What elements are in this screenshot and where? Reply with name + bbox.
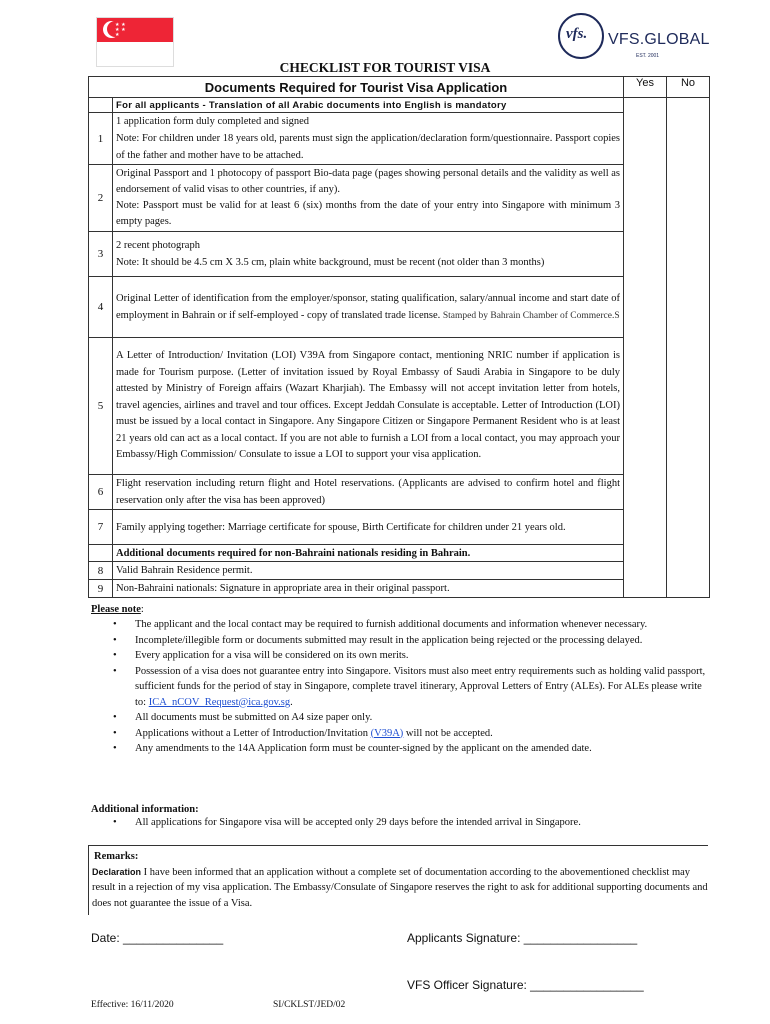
table-row: 6 Flight reservation including return flight and Hotel reservations. (Applicants are advised to confirm hotel and flight reservation only after the visa has been approved) [89,475,710,510]
table-row: 5 A Letter of Introduction/ Invitation (LOI) V39A from Singapore contact, mentioning NRIC number if application is made for Tourism purpose. (Letter of invitation issued by Royal Embassy of Saudi Arabia in Singapore to be duly attested by Ministry of Foreign affairs (Wazart Kharjiah). The Embassy will not accept invitation letter from hotels, travel agencies, airlines and travel and tour offices. Except Jeddah Consulate is acceptable. Letter of Introduction (LOI) must be issued by a local contact in Singapore. Any Singapore Citizen or Singapore Permanent Resident who is at least 21 years old can act as a local contact. If you are not able to furnish a LOI from a local contact, you may approach your Embassy/High Commission/ Consulate to issue a LOI to support your visa application. [89,338,710,475]
list-item: • Every application for a visa will be considered on its own merits. [113,650,409,661]
date-field[interactable]: Date: _______________ [91,931,224,945]
stamp-note: Stamped by Bahrain Chamber of Commerce.S [442,310,620,321]
subheading-non-bahraini: Additional documents required for non-Bahraini nationals residing in Bahrain. [113,545,624,562]
vfs-est-text: EST. 2001 [636,53,660,59]
column-no: No [667,77,710,98]
vfs-global-logo [556,13,710,63]
vfs-brand-text: VFS.GLOBAL [608,31,710,48]
document-code: SI/CKLST/JED/02 [273,1000,346,1010]
please-note-section: Please note: • The applicant and the local contact may be required to furnish additional documents and information whenever necessary. • Incomplete/illegible form or documents submitted may result in the application being rejected or the processing delayed. • Every application for a visa will be considered on its own merits. • Possession of a visa does not guarantee entry into Singapore. Visitors must also meet entry requirements such as holding valid passport, sufficient funds for the period of stay in Singapore, complete travel itinerary, Approval Letters of Entry (ALEs). For ALEs please write to: ICA_nCOV_Request@ica.gov.sg. • All documents must be submitted on A4 size paper only. • Applications without a Letter of Introduction/Invitation (V39A) will not be accepted. • Any amendments to the 14A Application form must be counter-signed by the applicant on the amended date. [91,604,711,757]
vfs-mark: vfs. [566,26,588,42]
checklist-table [88,76,710,598]
no-column-cell[interactable] [667,98,710,598]
table-row: 4 Original Letter of identification from the employer/sponsor, stating qualification, salary/annual income and start date of employment in Bahrain or if self-employed - copy of translated trade license. Stamped by Bahrain Chamber of Commerce.S [89,277,710,338]
list-item: • All applications for Singapore visa will be accepted only 29 days before the intended arrival in Singapore. [113,817,581,828]
table-row: 1 1 application form duly completed and signed Note: For children under 18 years old, parents must sign the application/declaration form/questionnaire. Passport copies of the father and mother have to be attached. [89,113,710,165]
applicant-signature-field[interactable]: Applicants Signature: _________________ [407,931,638,945]
additional-information-heading: Additional information: [91,804,199,815]
table-row: 7 Family applying together: Marriage certificate for spouse, Birth Certificate for children under 21 years old. [89,510,710,545]
list-item: • All documents must be submitted on A4 size paper only. [113,712,373,723]
additional-information-section [91,804,711,831]
please-note-heading: Please note [91,604,141,615]
list-item: • The applicant and the local contact may be required to furnish additional documents and information whenever necessary. [113,619,648,630]
table-row: 3 2 recent photograph Note: It should be 4.5 cm X 3.5 cm, plain white background, must be recent (not older than 3 months) [89,232,710,277]
ales-email-link[interactable]: ICA_nCOV_Request@ica.gov.sg [148,696,291,708]
table-row: 2 Original Passport and 1 photocopy of passport Bio-data page (pages showing personal details and the validity as well as endorsement of valid visas to other countries, if any). Note: Passport must be valid for at least 6 (six) months from the date of your entry into Singapore with minimum 3 empty pages. [89,165,710,232]
subheading-all-applicants: For all applicants - Translation of all Arabic documents into English is mandatory [113,98,624,113]
page-title: CHECKLIST FOR TOURIST VISA [279,60,491,75]
table-row: 9 Non-Bahraini nationals: Signature in appropriate area in their original passport. [89,580,710,598]
yes-column-cell[interactable] [624,98,667,598]
column-yes: Yes [624,77,667,98]
vfs-officer-signature-field[interactable]: VFS Officer Signature: _________________ [407,978,644,992]
remarks-box [88,845,708,915]
singapore-flag-logo: ★ ★ ★ ★ ★ [96,17,174,67]
v39a-link[interactable]: (V39A) [370,727,404,739]
list-item: • Possession of a visa does not guarantee entry into Singapore. Visitors must also meet entry requirements such as holding valid passport, sufficient funds for the period of stay in Singapore, complete travel itinerary, Approval Letters of Entry (ALEs). For ALEs please write to: ICA_nCOV_Request@ica.gov.sg. [113,665,706,708]
effective-date: Effective: 16/11/2020 [91,1000,174,1010]
list-item: • Applications without a Letter of Introduction/Invitation (V39A) will not be accepted. [113,727,493,739]
remarks-heading: Remarks: [94,851,139,862]
declaration-label: Declaration [92,866,142,877]
list-item: • Any amendments to the 14A Application form must be counter-signed by the applicant on the amended date. [113,743,592,754]
table-row: 8 Valid Bahrain Residence permit. [89,562,710,580]
declaration-text: I have been informed that an application without a complete set of documentation according to the abovementioned checklist may result in a rejection of my visa application. The Embassy/Consulate of Singapore reserves the right to ask for additional supporting documents and does not guarantee the issue of a Visa. [92,866,708,909]
list-item: • Incomplete/illegible form or documents submitted may result in the application being rejected or the processing delayed. [113,634,643,646]
table-heading: Documents Required for Tourist Visa Application [89,77,624,98]
